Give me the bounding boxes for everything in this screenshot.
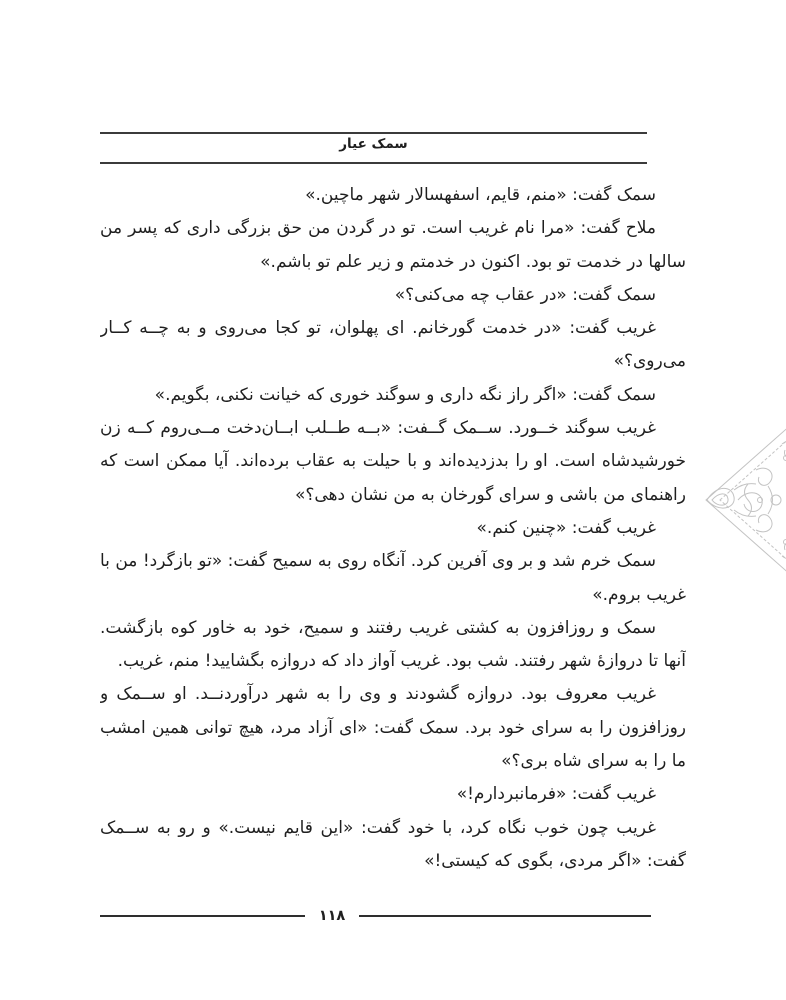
text-line: سمک گفت: «اگر راز نگه داری و سوگند خوری که خیانت نکنی، بگویم.» xyxy=(154,384,656,405)
text-line: می‌روی؟» xyxy=(613,351,686,372)
floral-medallion-ornament xyxy=(698,400,786,600)
page-footer xyxy=(100,903,660,929)
text-line: روزافزون را به سرای خود برد. سمک گفت: «ای آزاد مرد، هیچ توانی همین امشب xyxy=(100,717,686,738)
text-line: غریب بروم.» xyxy=(592,584,686,605)
page-number: ۱۱۸ xyxy=(318,908,346,924)
text-line: گفت: «اگر مردی، بگوی که کیستی!» xyxy=(424,850,686,871)
text-line: غریب گفت: «چنین کنم.» xyxy=(476,517,656,538)
text-line: خورشیدشاه است. او را بدزدیده‌اند و با حیلت به عقاب برده‌اند. آیا ممکن است که xyxy=(100,451,686,472)
text-line: غریب سوگند خــورد. ســمک گــفت: «بــه طــلب ابــان‌دخت مــی‌روم کــه زن xyxy=(100,418,656,439)
running-header-title: سمک عیار xyxy=(339,136,408,152)
header-rule-top xyxy=(100,132,647,134)
footer-rule-left xyxy=(100,915,305,917)
text-line: آنها تا دروازهٔ شهر رفتند. شب بود. غریب آواز داد که دروازه بگشایید! منم، غریب. xyxy=(117,651,686,672)
text-line: سمک گفت: «در عقاب چه می‌کنی؟» xyxy=(394,284,656,305)
text-line: سالها در خدمت تو بود. اکنون در خدمتم و زیر علم تو باشم.» xyxy=(260,251,686,272)
header-rule-bottom xyxy=(100,162,647,164)
text-line: غریب معروف بود. دروازه گشودند و وی را به شهر درآوردنــد. او ســمک و xyxy=(100,684,656,705)
text-line: سمک و روزافزون به کشتی غریب رفتند و سمیح، خود به خاور کوه بازگشت. xyxy=(100,617,656,638)
footer-rule-right xyxy=(359,915,651,917)
text-line: سمک گفت: «منم، قایم، اسفهسالار شهر ماچین.» xyxy=(305,185,656,205)
text-line: غریب گفت: «در خدمت گورخانم. ای پهلوان، تو کجا می‌روی و به چــه کــار xyxy=(100,318,656,339)
text-line: غریب چون خوب نگاه کرد، با خود گفت: «این قایم نیست.» و رو به ســمک xyxy=(100,817,656,838)
text-line: راهنمای من باشی و سرای گورخان به من نشان دهی؟» xyxy=(294,484,686,505)
text-line: ملاح گفت: «مرا نام غریب است. تو در گردن من حق بزرگی داری که پسر من xyxy=(100,218,656,239)
text-line: سمک خرم شد و بر وی آفرین کرد. آنگاه روی به سمیح گفت: «تو بازگرد! من با xyxy=(100,551,656,572)
text-line: ما را به سرای شاه بری؟» xyxy=(501,751,686,772)
body-text xyxy=(100,179,686,878)
text-line: غریب گفت: «فرمانبردارم!» xyxy=(456,784,656,805)
